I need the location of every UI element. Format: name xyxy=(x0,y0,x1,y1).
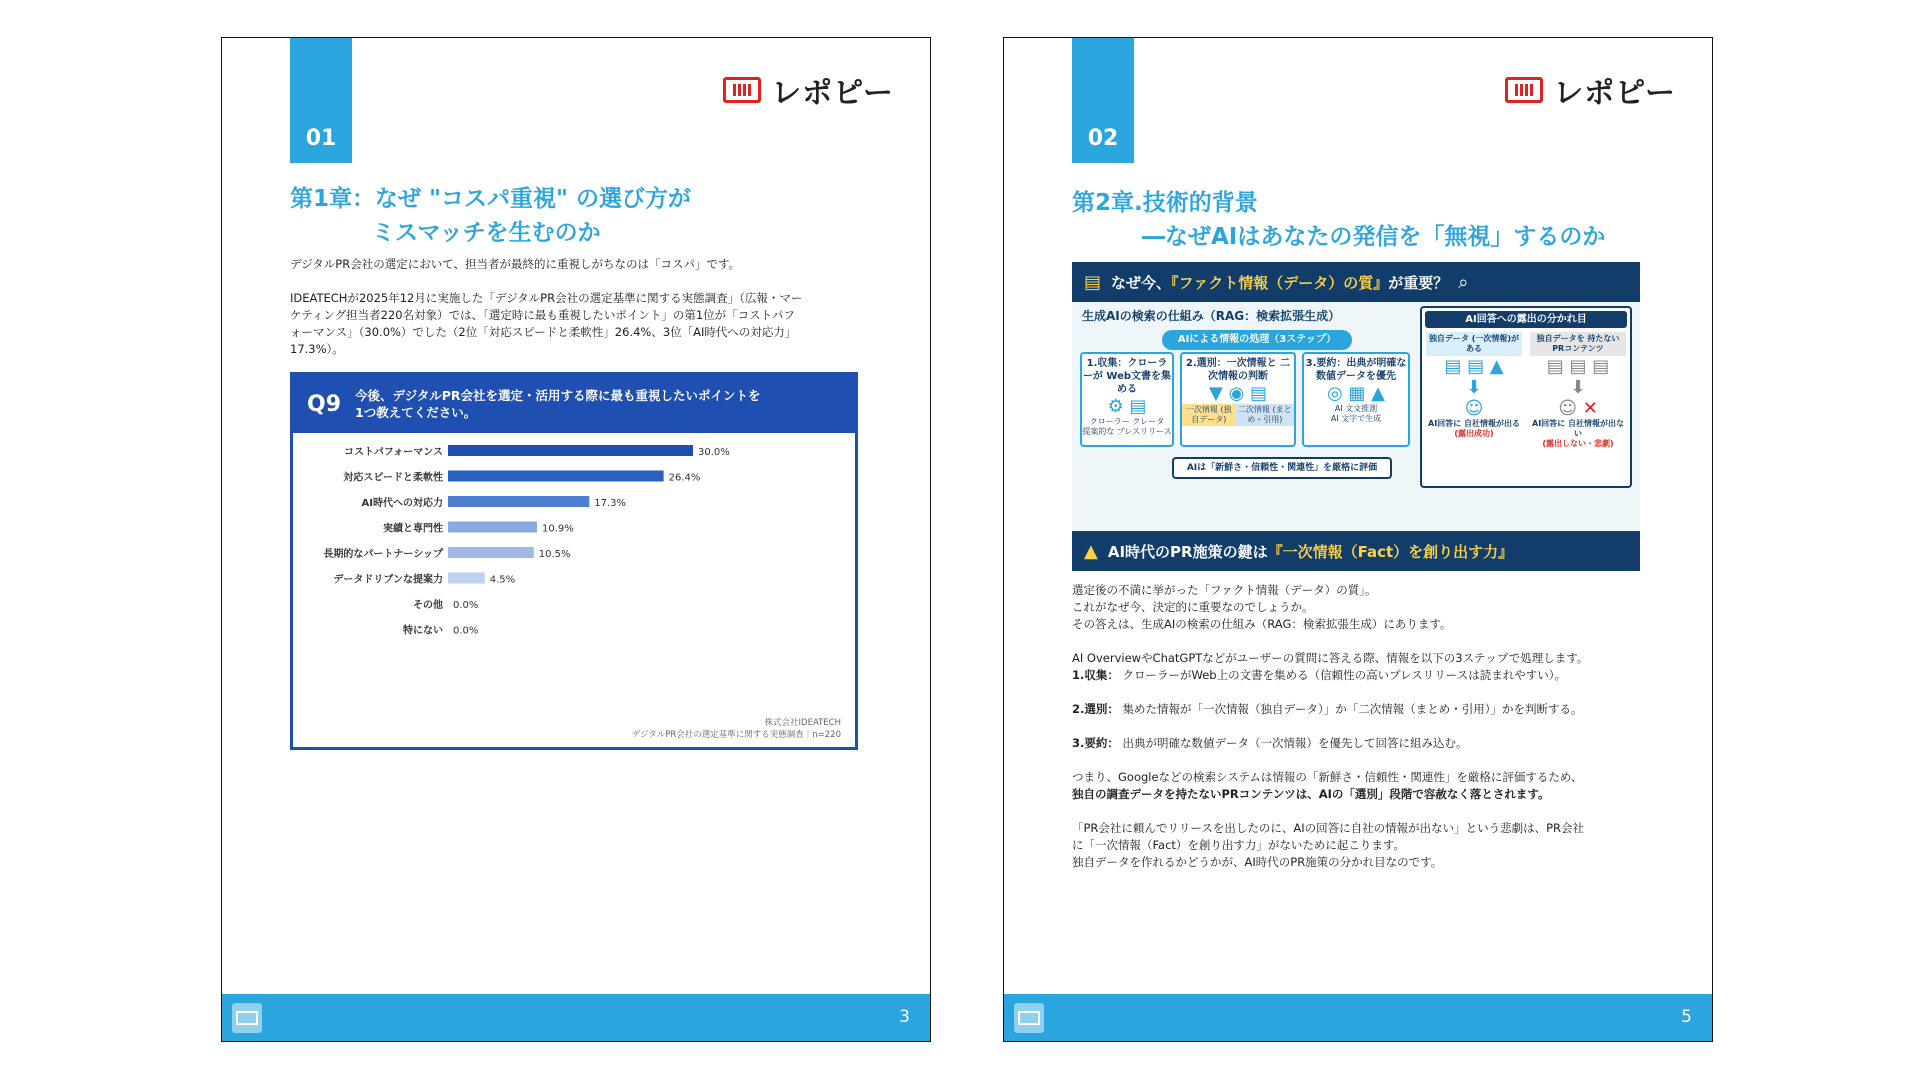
conclusion-part: AI時代のPR施策の鍵は xyxy=(1107,542,1268,561)
infographic-conclusion-bar xyxy=(1072,531,1640,571)
bar-chart xyxy=(293,433,855,733)
step-summarize-sub: AI 文文推測 xyxy=(1334,404,1378,413)
bar xyxy=(448,496,589,507)
step-summarize-sub: AI 文字で生成 xyxy=(1330,414,1382,423)
robot-icon: ☺ xyxy=(1464,398,1484,419)
infographic-title xyxy=(1111,272,1448,293)
value-label: 10.5% xyxy=(538,549,571,560)
column-with-data-head: 独自データ (一次情報)がある xyxy=(1426,332,1522,356)
step-text: 出典が明確な数値データ（一次情報）を優先して回答に組み込む。 xyxy=(1118,736,1468,750)
value-label: 10.9% xyxy=(542,523,574,535)
chapter-heading xyxy=(290,182,691,250)
page-footer xyxy=(1004,994,1712,1041)
step-collect xyxy=(1080,352,1174,447)
database-icon: ▤ xyxy=(1084,271,1102,293)
footer-logo-icon xyxy=(232,1003,262,1033)
rag-infographic xyxy=(1072,262,1640,571)
question-text xyxy=(355,387,761,421)
survey-line: 17.3%）。 xyxy=(290,342,344,356)
value-label: 30.0% xyxy=(698,447,730,458)
step-line xyxy=(1072,735,1662,752)
body-line: 「PR会社に頼んでリリースを出したのに、AIの回答に自社の情報が出ない」という悲劇は、PR会社 xyxy=(1072,821,1585,835)
title-part: が重要？ xyxy=(1388,273,1449,292)
bar xyxy=(448,445,693,456)
chapter-tab: 01 xyxy=(290,37,352,163)
bar xyxy=(448,547,534,558)
step-text: 集めた情報が「一次情報（独自データ）」か「二次情報（まとめ・引用）」かを判断する。 xyxy=(1118,702,1583,716)
evaluation-box xyxy=(1172,457,1392,479)
crawler-icon: ⚙ ▤ xyxy=(1107,396,1147,417)
column-with-data-result: AI回答に 自社情報が出る xyxy=(1428,419,1520,428)
chapter-heading xyxy=(1072,186,1605,254)
arrow-down-icon: ⬇ xyxy=(1466,377,1482,398)
primary-info-tag: 一次情報 (独自データ) xyxy=(1182,404,1236,426)
category-label: AI時代への対応力 xyxy=(361,498,443,509)
documents-icon: ▤ ▤ ▲ xyxy=(1444,356,1504,377)
logo-text: レポピー xyxy=(771,76,894,111)
survey-line: ォーマンス」（30.0%）でした（2位「対応スピードと柔軟性」26.4%、3位「AI時代への対応力」 xyxy=(290,325,797,339)
body-line-bold: 独自の調査データを持たないPRコンテンツは、AIの「選別」段階で容赦なく落とされます。 xyxy=(1072,787,1550,801)
source-company: 株式会社IDEATECH xyxy=(764,718,841,728)
column-without-data-head: 独自データを 持たない PRコンテンツ xyxy=(1530,332,1626,356)
title-part: なぜ今、 xyxy=(1111,273,1172,292)
evaluation-text: AIは「新鮮さ・信頼性・関連性」を厳格に評価 xyxy=(1186,463,1378,473)
step-text: クローラーがWeb上の文書を集める（信頼性の高いプレスリリースは読まれやすい）。 xyxy=(1118,668,1566,682)
column-without-data-status: (露出しない・悲劇) xyxy=(1542,439,1614,448)
category-label: 特にない xyxy=(403,625,443,637)
step-label: 1.収集： xyxy=(1072,668,1119,682)
infographic-title-bar xyxy=(1072,262,1640,302)
column-with-data xyxy=(1426,332,1522,449)
ai-chart-icon: ◎ ▦ ▲ xyxy=(1327,383,1385,404)
filter-icon: ▼ ◉ ▤ xyxy=(1209,383,1267,404)
category-label: コストパフォーマンス xyxy=(344,447,443,458)
exposure-panel xyxy=(1420,306,1632,488)
process-pill: AIによる情報の処理（3ステップ） xyxy=(1162,330,1352,350)
step-label: 2.選別： xyxy=(1072,702,1119,716)
conclusion-text xyxy=(1108,541,1513,562)
footer-logo-icon xyxy=(1014,1003,1044,1033)
step-select xyxy=(1180,352,1296,447)
step-line xyxy=(1072,667,1662,684)
chart-source xyxy=(632,717,841,741)
chapter-heading-line1: 第2章.技術的背景 xyxy=(1072,190,1258,216)
growth-icon: ▲ xyxy=(1084,540,1098,562)
body-line: に「一次情報（Fact）を創り出す力」がないために起こります。 xyxy=(1072,838,1406,852)
source-survey: デジタルPR会社の選定基準に関する実態調査｜n=220 xyxy=(631,730,841,740)
brand-logo xyxy=(1505,68,1676,112)
chart-header xyxy=(293,375,855,433)
category-label: 対応スピードと柔軟性 xyxy=(343,472,443,484)
bar xyxy=(448,471,664,482)
column-without-data xyxy=(1530,332,1626,449)
column-with-data-status: (露出成功) xyxy=(1454,429,1494,438)
intro-paragraph: デジタルPR会社の選定において、担当者が最終的に重視しがちなのは「コスパ」です。 xyxy=(290,257,741,271)
chapter-heading-line2: ミスマッチを生むのか xyxy=(372,220,601,246)
value-label: 17.3% xyxy=(594,498,627,509)
question-line: 今後、デジタルPR会社を選定・活用する際に最も重視したいポイントを xyxy=(355,388,761,403)
step-collect-label: 1.収集：クローラーが Web文書を集める xyxy=(1082,358,1172,395)
step-label: 3.要約： xyxy=(1072,736,1119,750)
page-3 xyxy=(221,37,931,1042)
magnifier-icon: ⌕ xyxy=(1458,271,1469,293)
bar xyxy=(448,573,485,584)
value-label: 0.0% xyxy=(453,600,479,611)
secondary-info-tag: 二次情報 (まとめ・引用) xyxy=(1236,404,1294,426)
survey-line: ケティング担当者220名対象）では、「選定時に最も重視したいポイント」の第1位が「コストパフ xyxy=(290,308,795,322)
body-line: その答えは、生成AIの検索の仕組み（RAG：検索拡張生成）にあります。 xyxy=(1072,617,1452,631)
question-badge: Q9 xyxy=(307,391,342,417)
chapter-heading-line2: ―なぜAIはあなたの発信を「無視」するのか xyxy=(1142,224,1606,250)
body-line: つまり、Googleなどの検索システムは情報の「新鮮さ・信頼性・関連性」を厳格に評価するため、 xyxy=(1072,770,1583,784)
body-line: 独自データを作れるかどうかが、AI時代のPR施策の分かれ目なのです。 xyxy=(1072,855,1443,869)
question-line: 1つ教えてください。 xyxy=(355,405,477,420)
rag-title: 生成AIの検索の仕組み（RAG：検索拡張生成） xyxy=(1082,309,1341,323)
exposure-title: AI回答への露出の分かれ目 xyxy=(1425,311,1627,328)
logo-text: レポピー xyxy=(1553,76,1676,111)
page-number: 5 xyxy=(1681,1007,1692,1027)
chapter-tab: 02 xyxy=(1072,37,1134,163)
logo-icon xyxy=(723,77,761,103)
step-collect-sub: クローラー クレータ xyxy=(1089,417,1165,426)
bar xyxy=(448,522,537,533)
body-line: これがなぜ今、決定的に重要なのでしょうか。 xyxy=(1072,600,1314,614)
body-line: AI OverviewやChatGPTなどがユーザーの質問に答える際、情報を以下の3ステップで処理します。 xyxy=(1072,651,1589,665)
step-summarize-label: 3.要約：出典が明確な 数値データを優先 xyxy=(1305,358,1407,382)
category-label: データドリブンな提案力 xyxy=(333,574,443,586)
category-label: 実績と専門性 xyxy=(383,523,443,535)
page-5 xyxy=(1003,37,1713,1042)
title-highlight: 『ファクト情報（データ）の質』 xyxy=(1171,273,1389,292)
chapter-heading-line1: 第1章：なぜ "コスパ重視" の選び方が xyxy=(290,186,691,212)
step-line xyxy=(1072,701,1662,718)
documents-icon: ▤ ▤ ▤ xyxy=(1546,356,1610,377)
value-label: 26.4% xyxy=(668,472,701,484)
step-select-label: 2.選別：一次情報と 二次情報の判断 xyxy=(1185,358,1291,382)
survey-chart-card xyxy=(290,372,858,750)
category-label: 長期的なパートナーシップ xyxy=(323,549,443,560)
logo-icon xyxy=(1505,77,1543,103)
page-footer xyxy=(222,994,930,1041)
step-summarize xyxy=(1302,352,1410,447)
survey-line: IDEATECHが2025年12月に実施した「デジタルPR会社の選定基準に関する実態調査」（広報・マー xyxy=(290,291,803,305)
conclusion-highlight: 『一次情報（Fact）を創り出す力』 xyxy=(1267,542,1514,561)
value-label: 0.0% xyxy=(453,625,479,637)
page-number: 3 xyxy=(899,1007,910,1027)
body-line: 選定後の不満に挙がった「ファクト情報（データ）の質」。 xyxy=(1072,583,1377,597)
column-without-data-result: AI回答に 自社情報が出ない xyxy=(1532,419,1624,438)
body-text xyxy=(1072,582,1662,871)
value-label: 4.5% xyxy=(489,574,516,586)
brand-logo xyxy=(723,68,894,112)
arrow-down-icon: ⬇ xyxy=(1570,377,1586,398)
step-collect-sub: 提案的な プレスリリース xyxy=(1082,427,1172,436)
category-label: その他 xyxy=(413,600,443,611)
robot-cross-icon: ☺ ✕ xyxy=(1558,398,1598,419)
survey-paragraph xyxy=(290,290,802,358)
